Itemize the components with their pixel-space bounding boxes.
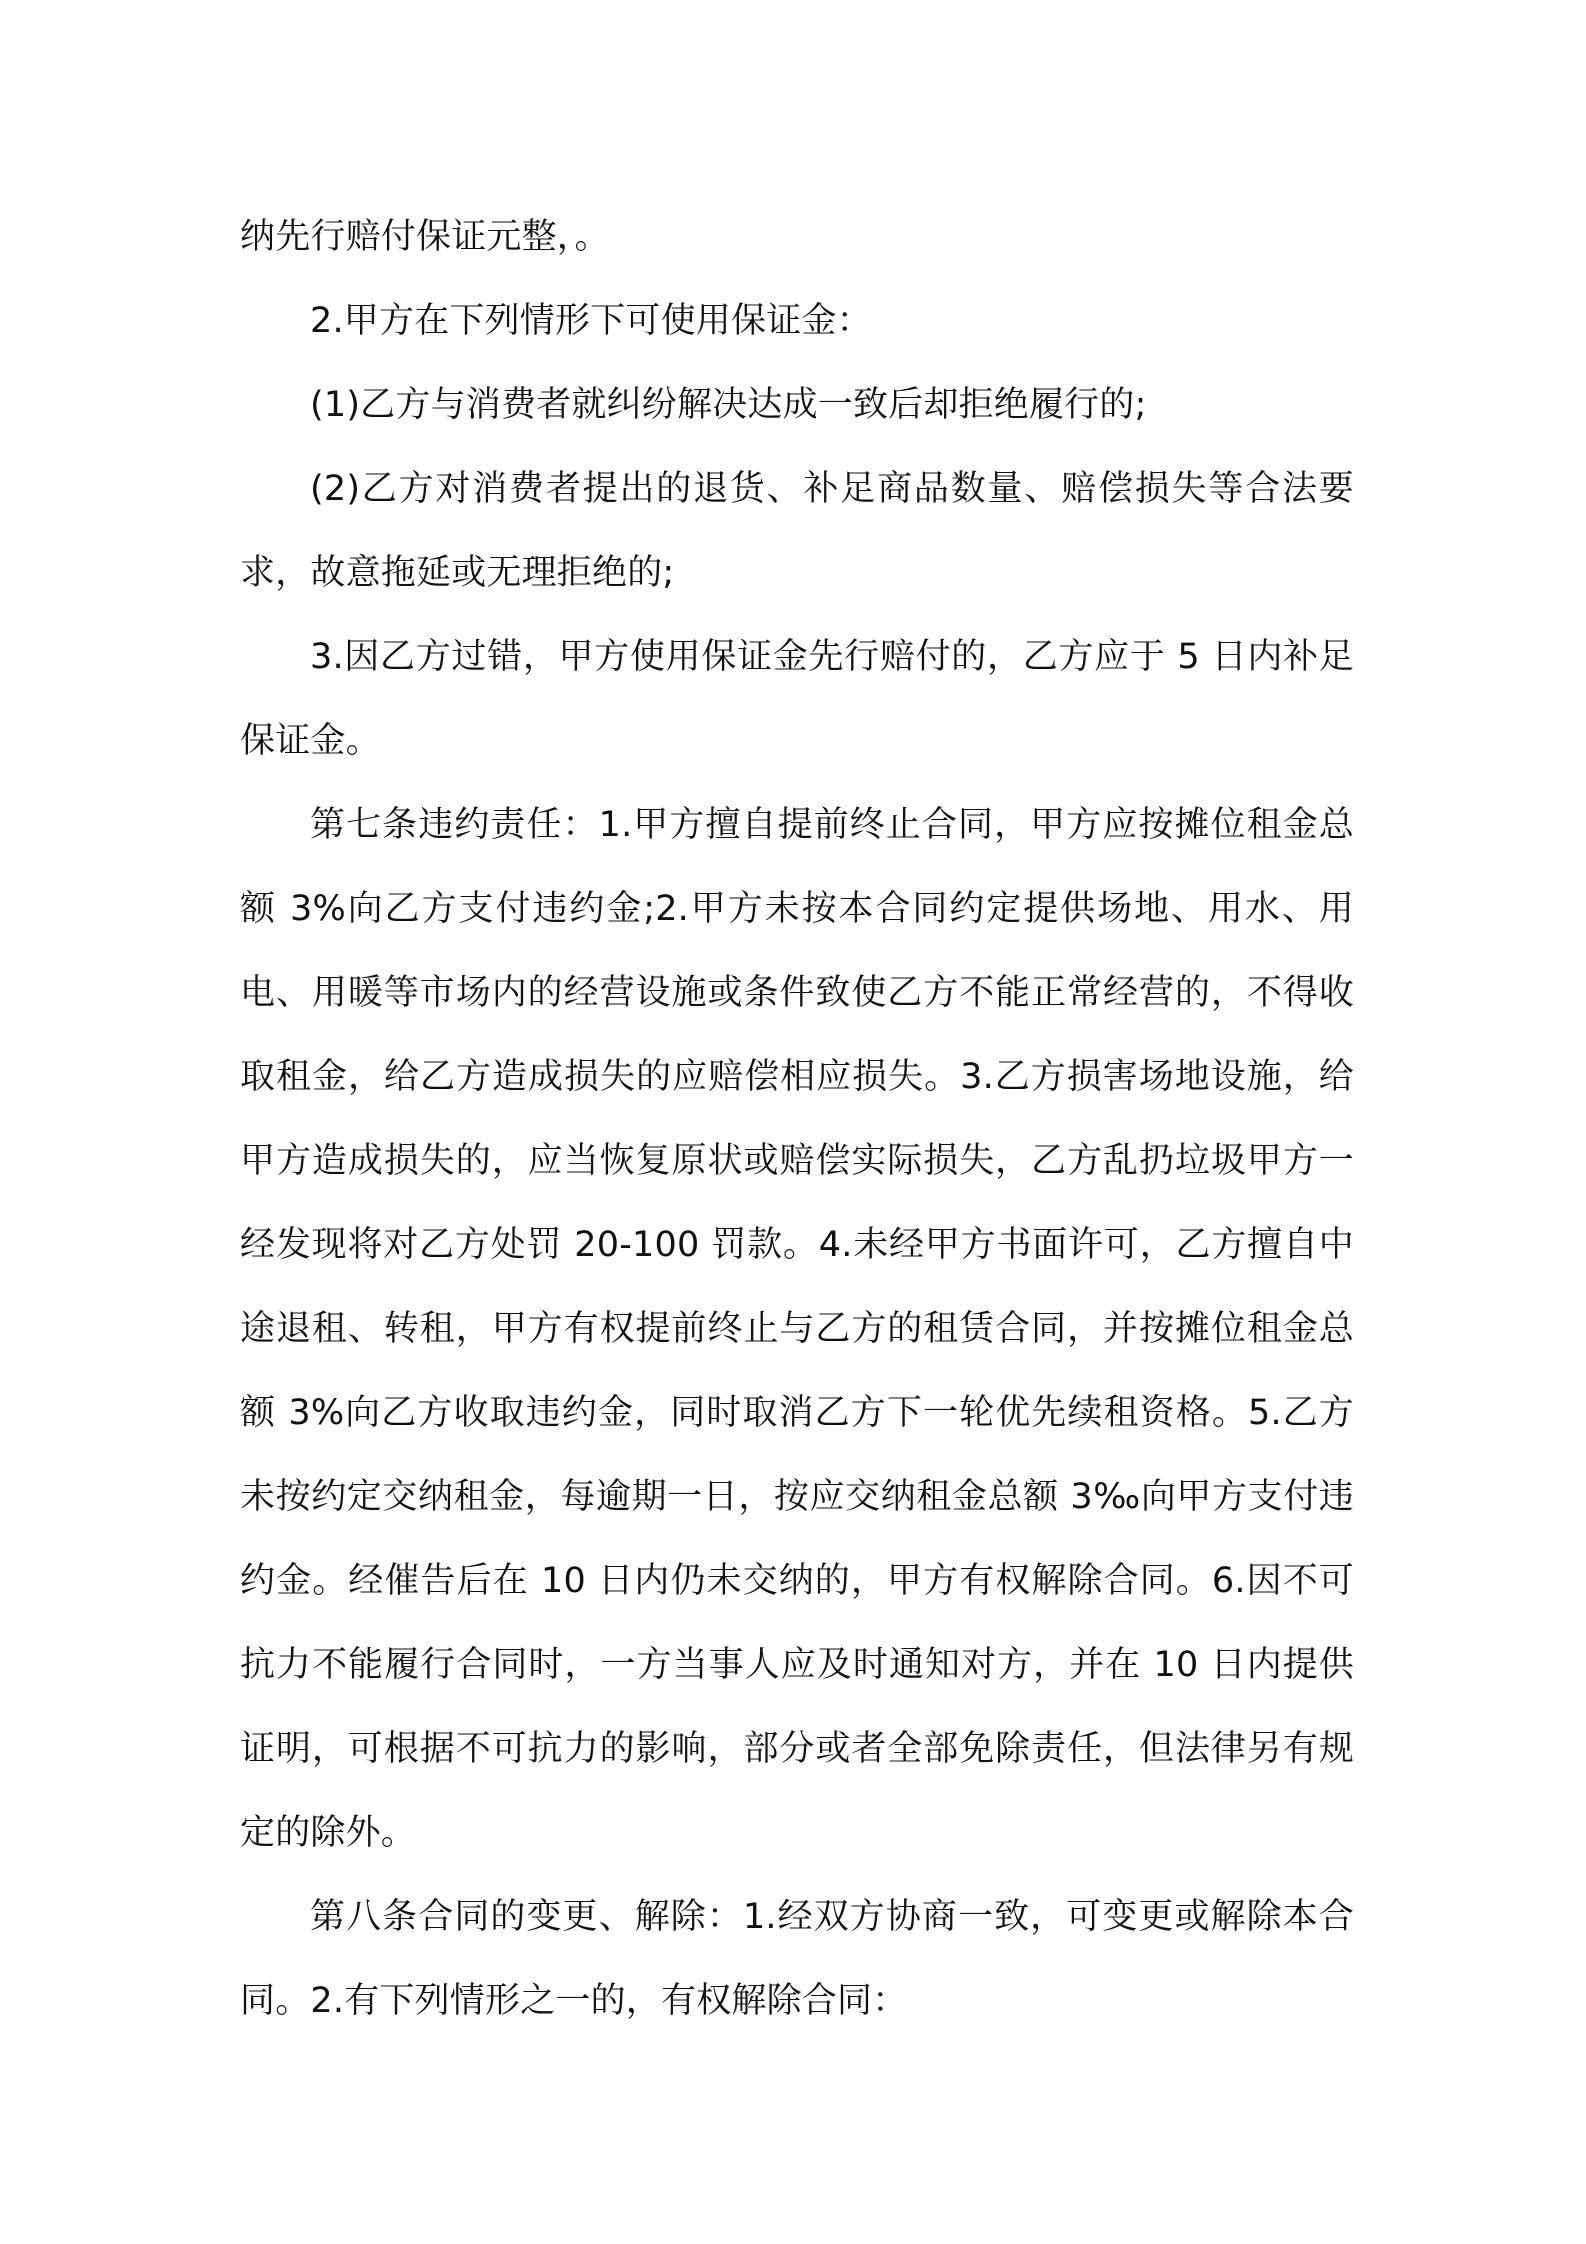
paragraph-deposit-continuation: 纳先行赔付保证元整，。 [240,217,610,257]
paragraph-deposit-case-1: (1)乙方与消费者就纠纷解决达成一致后却拒绝履行的; [310,385,1147,425]
paragraph-article-8-termination: 第八条合同的变更、解除：1.经双方协商一致，可变更或解除本合同。2.有下列情形之一的，有权解除合同： [240,1897,1354,2021]
paragraph-deposit-usage: 2.甲方在下列情形下可使用保证金： [310,301,872,341]
paragraph-deposit-replenish: 3.因乙方过错，甲方使用保证金先行赔付的，乙方应于 5 日内补足保证金。 [240,637,1354,761]
document-body [240,195,1354,2043]
paragraph-article-7-liability: 第七条违约责任：1.甲方擅自提前终止合同，甲方应按摊位租金总额 3%向乙方支付违约金;2.甲方未按本合同约定提供场地、用水、用电、用暖等市场内的经营设施或条件致使乙方不能正常经营的，不得收取租金，给乙方造成损失的应赔偿相应损失。3.乙方损害场地设施，给甲方造成损失的，应当恢复原状或赔偿实际损失，乙方乱扔垃圾甲方一经发现将对乙方处罚 20-100 罚款。4.未经甲方书面许可，乙方擅自中途退租、转租，甲方有权提前终止与乙方的租赁合同，并按摊位租金总额 3%向乙方收取违约金，同时取消乙方下一轮优先续租资格。5.乙方未按约定交纳租金，每逾期一日，按应交纳租金总额 3‰向甲方支付违约金。经催告后在 10 日内仍未交纳的，甲方有权解除合同。6.因不可抗力不能履行合同时，一方当事人应及时通知对方，并在 10 日内提供证明，可根据不可抗力的影响，部分或者全部免除责任，但法律另有规定的除外。 [240,805,1354,1853]
paragraph-deposit-case-2: (2)乙方对消费者提出的退货、补足商品数量、赔偿损失等合法要求，故意拖延或无理拒绝的; [240,469,1354,593]
